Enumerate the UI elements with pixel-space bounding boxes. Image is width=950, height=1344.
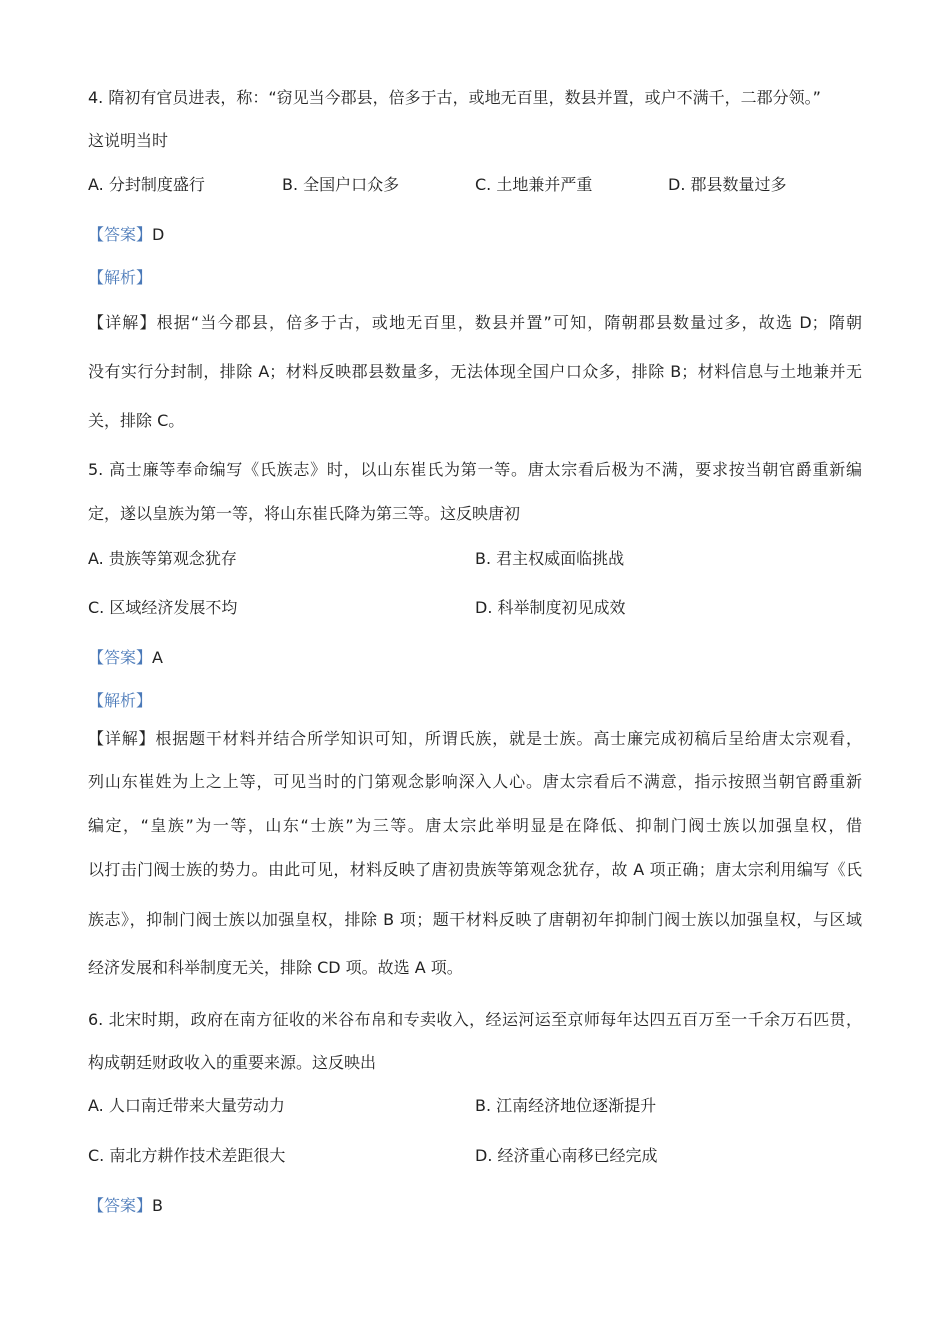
q4-analysis-tag: 【解析】 — [88, 268, 153, 287]
q6-answer-tag: 【答案】 — [88, 1196, 153, 1215]
q5-option-a: A. 贵族等第观念犹存 — [88, 549, 237, 568]
q5-detail-line-2: 列山东崔姓为上之上等，可见当时的门第观念影响深入人心。唐太宗看后不满意，指示按照当朝官爵重新 — [88, 772, 862, 791]
q6-option-d: D. 经济重心南移已经完成 — [475, 1146, 658, 1165]
q5-detail-line-5: 族志》，抑制门阀士族以加强皇权，排除 B 项；题干材料反映了唐朝初年抑制门阀士族以加强皇权，与区域 — [88, 910, 862, 929]
q4-detail-line-3: 关，排除 C。 — [88, 411, 185, 430]
q4-answer-value: D — [152, 225, 165, 244]
q5-answer-line — [88, 648, 163, 668]
q6-option-b: B. 江南经济地位逐渐提升 — [475, 1096, 657, 1115]
q4-option-b: B. 全国户口众多 — [282, 175, 400, 194]
q4-answer-line — [88, 225, 164, 245]
q6-answer-value: B — [152, 1196, 163, 1215]
q4-option-d: D. 郡县数量过多 — [668, 175, 787, 194]
q6-option-a: A. 人口南迁带来大量劳动力 — [88, 1096, 285, 1115]
q4-stem-line-2: 这说明当时 — [88, 131, 169, 150]
q4-stem-line-1: 4. 隋初有官员进表，称：“窃见当今郡县，倍多于古，或地无百里，数县并置，或户不满千，二郡分领。” — [88, 88, 821, 107]
q4-detail-line-2: 没有实行分封制，排除 A；材料反映郡县数量多，无法体现全国户口众多，排除 B；材料信息与土地兼并无 — [88, 362, 862, 381]
q5-detail-tag: 【详解】 — [88, 729, 156, 748]
q5-option-c: C. 区域经济发展不均 — [88, 598, 238, 617]
q5-answer-value: A — [152, 648, 163, 667]
q6-answer-line — [88, 1196, 163, 1216]
q5-stem-line-2: 定，遂以皇族为第一等，将山东崔氏降为第三等。这反映唐初 — [88, 504, 521, 523]
q5-answer-tag: 【答案】 — [88, 648, 153, 667]
q5-detail-text-1: 根据题干材料并结合所学知识可知，所谓氏族，就是士族。高士廉完成初稿后呈给唐太宗观看， — [155, 729, 862, 748]
q4-detail-tag: 【详解】 — [88, 313, 157, 332]
q4-detail-line-1 — [88, 313, 862, 333]
q5-option-b: B. 君主权威面临挑战 — [475, 549, 625, 568]
q6-option-c: C. 南北方耕作技术差距很大 — [88, 1146, 286, 1165]
q4-option-a: A. 分封制度盛行 — [88, 175, 205, 194]
q5-detail-line-1 — [88, 729, 862, 749]
q5-stem-line-1: 5. 高士廉等奉命编写《氏族志》时，以山东崔氏为第一等。唐太宗看后极为不满，要求按当朝官爵重新编 — [88, 460, 862, 479]
q4-detail-text-1: 根据“当今郡县，倍多于古，或地无百里，数县并置”可知，隋朝郡县数量过多，故选 D；隋朝 — [156, 313, 862, 332]
q6-stem-line-1: 6. 北宋时期，政府在南方征收的米谷布帛和专卖收入，经运河运至京师每年达四五百万至一千余万石匹贯， — [88, 1010, 862, 1029]
q6-stem-line-2: 构成朝廷财政收入的重要来源。这反映出 — [88, 1053, 377, 1072]
q5-detail-line-6: 经济发展和科举制度无关，排除 CD 项。故选 A 项。 — [88, 958, 463, 977]
q5-analysis-tag: 【解析】 — [88, 691, 153, 710]
q4-option-c: C. 土地兼并严重 — [475, 175, 593, 194]
q5-detail-line-3: 编定，“皇族”为一等，山东“士族”为三等。唐太宗此举明显是在降低、抑制门阀士族以加强皇权，借 — [88, 816, 862, 835]
q5-detail-line-4: 以打击门阀士族的势力。由此可见，材料反映了唐初贵族等第观念犹存，故 A 项正确；唐太宗利用编写《氏 — [88, 860, 862, 879]
q4-answer-tag: 【答案】 — [88, 225, 153, 244]
q5-option-d: D. 科举制度初见成效 — [475, 598, 626, 617]
